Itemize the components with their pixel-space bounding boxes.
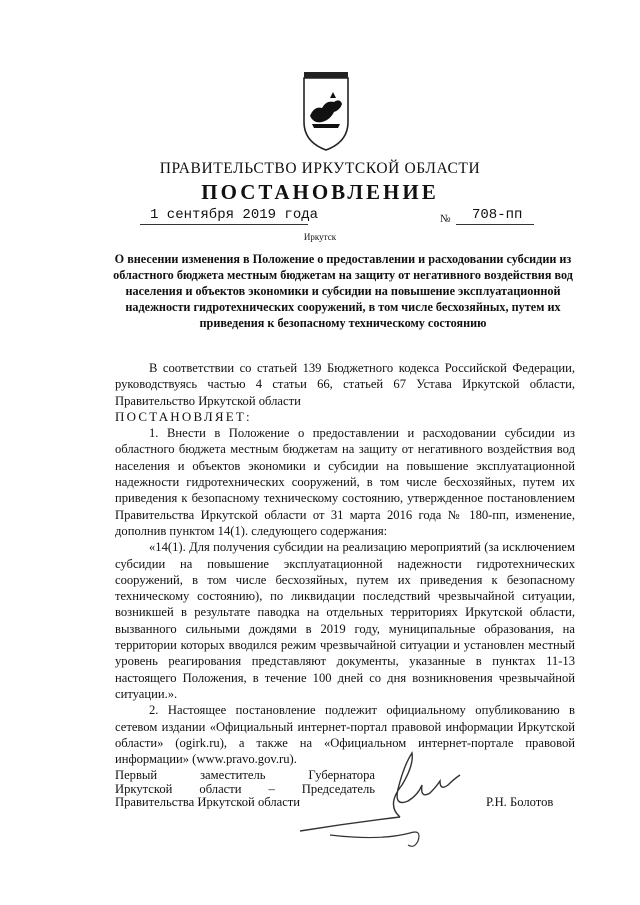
document-date: 1 сентября 2019 года [150,207,319,223]
document-type: ПОСТАНОВЛЕНИЕ [201,180,439,204]
city: Иркутск [303,232,337,242]
number-sign: № [440,213,451,225]
preamble: В соответствии со статьей 139 Бюджетного кодекса Российской Федерации, руководствуясь частью 4 статьи 66, статьей 67 Устава Иркутской области, Правительство Иркутской области [115,361,575,408]
item-2: 2. Настоящее постановление подлежит официальному опубликованию в сетевом издании «Официальный интернет-портал правовой информации Иркутской области» (ogirk.ru), а также на «Официальном интернет-портале правовой информации» (www.pravo.gov.ru). [115,703,575,767]
document-body [115,360,575,767]
number-underline [456,224,534,225]
document-title: О внесении изменения в Положение о предоставлении и расходовании субсидии из областного бюджета местным бюджетам на защиту от негативного воздействия вод населения и объектов экономики и субсидии на повышение эксплуатационной надежности гидротехнических сооружений, в том числе бесхозяйных, путем их приведения к безопасному техническому состоянию [113,252,573,331]
government-name: ПРАВИТЕЛЬСТВО ИРКУТСКОЙ ОБЛАСТИ [159,160,481,177]
irkutsk-coat-of-arms-icon [300,72,352,152]
date-underline [140,224,308,225]
item-1: 1. Внести в Положение о предоставлении и расходовании субсидии из областного бюджета местным бюджетам на защиту от негативного воздействия вод населения и объектов экономики и субсидии на повышение эксплуатационной надежности гидротехнических сооружений, в том числе бесхозяйных, путем их приведения к безопасному техническому состоянию, утвержденное постановлением Правительства Иркутской области от 31 марта 2016 года № 180-пп, изменение, дополнив пунктом 14(1). следующего содержания: [115,426,575,538]
document-number: 708-пп [472,207,523,223]
position-line-2: Иркутской области – Председатель [115,781,375,796]
resolves-heading: ПОСТАНОВЛЯЕТ: [115,408,252,424]
signatory-name: Р.Н. Болотов [486,795,554,809]
handwritten-signature [290,745,490,850]
item-1-quote: «14(1). Для получения субсидии на реализацию мероприятий (за исключением субсидии на повышение эксплуатационной надежности гидротехнических сооружений, в том числе бесхозяйных, путем их приведения к безопасному техническому состоянию), по ликвидации последствий чрезвычайной ситуации, возникшей в результате паводка на отдельных территориях Иркутской области, вызванного сильными дождями в 2019 году, муниципальные образования, на территории которых вводился режим чрезвычайной ситуации и установлен местный уровень реагирования представляют документы, указанные в пунктах 11-13 настоящего Положения, в течение 100 дней со дня возникновения чрезвычайной ситуации.». [115,540,575,701]
position-line-3: Правительства Иркутской области [115,795,301,810]
position-line-1: Первый заместитель Губернатора [115,768,375,782]
